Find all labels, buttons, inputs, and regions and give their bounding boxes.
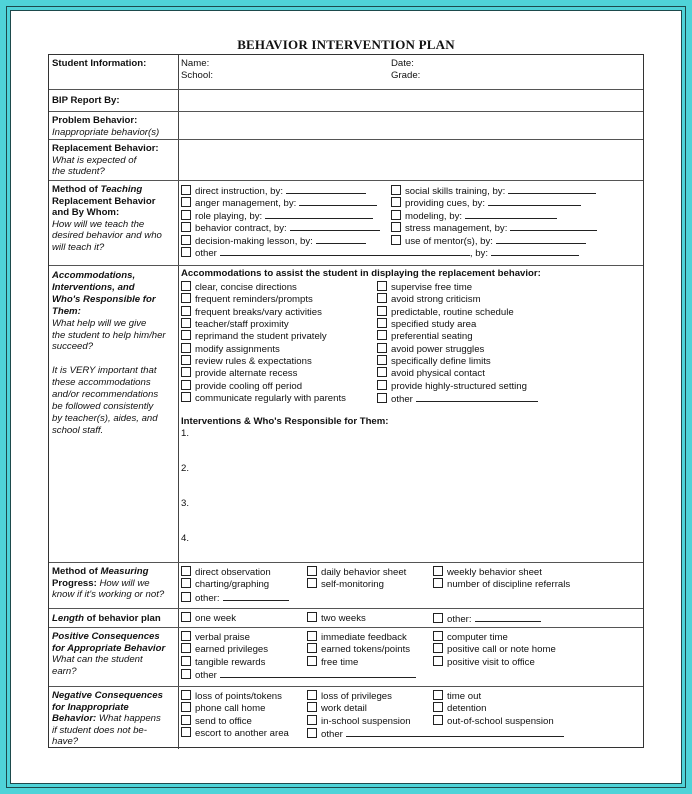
checkbox-icon[interactable] [181,197,191,207]
option-label: reprimand the student privately [195,331,327,343]
option-label: work detail [321,703,367,715]
date-field[interactable]: Date: [391,58,414,69]
option-label: supervise free time [391,282,473,293]
blank-line[interactable] [346,727,564,737]
option-label: number of discipline referrals [447,579,571,591]
label-method-of: Method of [52,184,101,195]
label-method-of: Method of [52,566,101,577]
checkbox-icon[interactable] [433,566,443,576]
checkbox-icon[interactable] [181,715,191,725]
intervention-number: 4. [181,533,190,544]
checkbox-icon[interactable] [391,222,401,232]
checkbox-icon[interactable] [181,343,191,353]
checkbox-option[interactable] [433,702,486,715]
checkbox-icon[interactable] [391,185,401,195]
checkbox-icon[interactable] [377,393,387,403]
checkbox-option[interactable] [181,566,271,579]
checkbox-icon[interactable] [377,306,387,316]
option-label: predictable, routine schedule [391,306,514,318]
checkbox-icon[interactable] [433,715,443,725]
checkbox-icon[interactable] [391,235,401,245]
checkbox-option[interactable] [433,631,508,644]
checkbox-icon[interactable] [391,197,401,207]
blank-line[interactable] [299,196,377,206]
blank-line[interactable] [265,209,373,219]
option-label: positive visit to office [447,656,535,668]
page-title: BEHAVIOR INTERVENTION PLAN [237,37,455,52]
checkbox-icon[interactable] [181,592,191,602]
option-label: other: [195,592,220,604]
checkbox-icon[interactable] [433,578,443,588]
blank-line[interactable] [220,668,416,678]
option-label: free time [321,656,359,668]
option-label: use of mentor(s), by: [405,235,493,247]
option-label: provide cooling off period [195,380,303,392]
option-label: communicate regularly with parents [195,393,346,405]
checkbox-option[interactable] [433,566,542,579]
checkbox-icon[interactable] [307,578,317,588]
checkbox-icon[interactable] [307,612,317,622]
blank-line[interactable] [220,246,470,256]
checkbox-option[interactable] [433,578,570,591]
option-label: providing cues, by: [405,198,485,210]
option-label: weekly behavior sheet [447,567,542,578]
option-label: time out [447,691,482,702]
school-field[interactable]: School: [181,70,213,81]
measuring-hint: know if it's working or not? [52,589,165,601]
checkbox-option[interactable] [433,643,556,656]
accommodations-note: be followed consistently [52,401,154,413]
row-positive-consequences [49,628,643,687]
checkbox-icon[interactable] [181,631,191,641]
option-label: earned privileges [195,644,269,656]
positive-hint: What can the student [52,654,143,666]
checkbox-icon[interactable] [181,210,191,220]
label-by-whom: and By Whom: [52,207,120,219]
option-label: behavior contract, by: [195,223,287,235]
checkbox-option[interactable] [307,690,392,703]
label-behavior-plan: of behavior plan [83,613,161,624]
row-negative-consequences [49,687,643,749]
option-label: direct instruction, by: [195,186,283,197]
checkbox-icon[interactable] [181,318,191,328]
checkbox-icon[interactable] [181,367,191,377]
checkbox-icon[interactable] [181,727,191,737]
checkbox-icon[interactable] [307,643,317,653]
option-label: computer time [447,632,508,643]
replacement-behavior-field[interactable] [179,140,643,180]
checkbox-option[interactable] [433,690,481,703]
option-label: direct observation [195,567,271,578]
label-length: Length [52,613,84,624]
interventions-heading: Interventions & Who's Responsible for Them: [181,416,389,427]
option-label: avoid power struggles [391,343,485,355]
blank-line[interactable] [286,184,366,194]
option-label: avoid strong criticism [391,294,481,306]
checkbox-icon[interactable] [433,613,443,623]
checkbox-icon[interactable] [181,281,191,291]
problem-behavior-hint: Inappropriate behavior(s) [52,126,160,138]
option-label: immediate feedback [321,632,407,643]
checkbox-icon[interactable] [377,380,387,390]
option-label: positive call or note home [447,644,556,656]
option-label: stress management, by: [405,223,508,235]
label-bip-report: BIP Report By: [49,90,179,111]
blank-line[interactable] [290,221,380,231]
checkbox-option[interactable] [181,702,265,715]
option-label: detention [447,703,487,715]
checkbox-icon[interactable] [181,380,191,390]
option-label: provide highly-structured setting [391,380,527,392]
teaching-hint: will teach it? [52,241,105,253]
checkbox-icon[interactable] [181,306,191,316]
checkbox-icon[interactable] [181,669,191,679]
option-label: two weeks [321,613,366,624]
checkbox-option[interactable] [181,578,269,591]
checkbox-icon[interactable] [181,566,191,576]
checkbox-option[interactable] [181,591,289,605]
option-label: loss of privileges [321,691,392,702]
label-positive: Positive Consequences [52,631,160,642]
option-label: specified study area [391,319,477,331]
row-student-information [49,55,643,90]
spacer [52,353,175,365]
label-negative: Negative Consequences [52,690,163,701]
checkbox-icon[interactable] [307,566,317,576]
checkbox-icon[interactable] [307,631,317,641]
intervention-number: 2. [181,463,190,474]
checkbox-icon[interactable] [181,247,191,257]
label-student-information: Student Information: [49,55,179,89]
option-label: in-school suspension [321,715,411,727]
blank-line[interactable] [488,196,581,206]
option-label: modeling, by: [405,210,463,222]
option-label: loss of points/tokens [195,691,282,702]
row-length [49,609,643,628]
checkbox-icon[interactable] [307,702,317,712]
option-label: review rules & expectations [195,356,312,368]
checkbox-icon[interactable] [181,222,191,232]
bip-form-table [48,54,644,748]
label-replacement-behavior: Replacement Behavior: [52,143,159,154]
measuring-hint: How will we [99,577,150,589]
option-label: phone call home [195,703,266,715]
checkbox-icon[interactable] [181,578,191,588]
option-label: preferential seating [391,331,473,343]
label-teaching: Teaching [100,184,143,195]
negative-hint: What happens [98,713,161,725]
blank-line[interactable] [510,221,597,231]
accommodations-label: Who's Responsible for [52,293,156,305]
accommodations-label: Them: [52,305,81,317]
checkbox-icon[interactable] [181,656,191,666]
blank-line[interactable] [223,591,289,601]
checkbox-icon[interactable] [377,318,387,328]
negative-hint: if student does not be- [52,724,147,736]
teaching-hint: desired behavior and who [52,230,162,242]
checkbox-icon[interactable] [307,656,317,666]
checkbox-icon[interactable] [377,330,387,340]
option-label: escort to another area [195,728,289,740]
checkbox-option[interactable] [181,392,346,405]
option-label: provide alternate recess [195,368,298,380]
option-label: verbal praise [195,632,250,643]
option-label: other: [447,614,472,625]
accommodations-heading: Accommodations to assist the student in displaying the replacement behavior: [181,268,541,279]
checkbox-option[interactable] [307,727,564,741]
accommodations-note: by teacher(s), aides, and [52,412,158,424]
by-label: , by: [469,248,489,259]
accommodations-label: Interventions, and [52,281,135,293]
checkbox-option[interactable] [307,656,358,669]
label-positive: for Appropriate Behavior [52,642,166,654]
label-negative: for Inappropriate [52,701,129,713]
checkbox-icon[interactable] [181,702,191,712]
accommodations-note: It is VERY important that [52,365,157,377]
checkbox-option[interactable] [181,656,265,669]
option-label: frequent reminders/prompts [195,294,313,306]
checkbox-option[interactable] [181,668,416,682]
checkbox-icon[interactable] [307,728,317,738]
accommodations-note: these accommodations [52,377,151,389]
option-label: other [195,248,217,259]
negative-hint: have? [52,736,79,748]
blank-line[interactable] [416,392,538,402]
row-replacement-behavior [49,140,643,181]
checkbox-option[interactable] [307,612,366,625]
checkbox-icon[interactable] [377,293,387,303]
intervention-number: 3. [181,498,190,509]
label-progress: Progress: [52,577,100,589]
option-label: specifically define limits [391,356,491,368]
replacement-hint: What is expected of [52,154,137,166]
checkbox-option[interactable] [433,612,541,626]
intervention-number: 1. [181,428,190,439]
option-label: frequent breaks/vary activities [195,306,322,318]
row-accommodations [49,266,643,563]
checkbox-option[interactable] [181,715,252,728]
checkbox-icon[interactable] [377,343,387,353]
option-label: earned tokens/points [321,644,411,656]
checkbox-icon[interactable] [181,690,191,700]
checkbox-option[interactable] [307,643,410,656]
checkbox-icon[interactable] [433,690,443,700]
option-label: decision-making lesson, by: [195,235,313,247]
blank-line[interactable] [496,234,586,244]
option-label: anger management, by: [195,198,297,210]
checkbox-icon[interactable] [377,355,387,365]
option-label: other [195,670,217,682]
option-label: avoid physical contact [391,368,485,380]
option-label: self-monitoring [321,579,384,591]
option-label: role playing, by: [195,210,263,222]
checkbox-option[interactable] [307,578,384,591]
checkbox-icon[interactable] [433,702,443,712]
blank-line[interactable] [491,246,579,256]
checkbox-icon[interactable] [377,281,387,291]
option-label: other [391,394,413,406]
accommodations-hint: the student to help him/her [52,329,166,341]
checkbox-option[interactable] [433,715,554,728]
option-label: teacher/staff proximity [195,319,289,331]
label-replacement: Replacement Behavior [52,195,156,207]
replacement-hint: the student? [52,166,105,178]
checkbox-option[interactable] [307,566,406,579]
row-problem-behavior [49,112,643,140]
checkbox-option[interactable] [181,631,250,644]
accommodations-hint: succeed? [52,341,94,353]
label-measuring: Measuring [100,566,149,577]
checkbox-option[interactable] [181,690,282,703]
checkbox-option[interactable] [377,392,538,406]
checkbox-icon[interactable] [181,293,191,303]
grade-field[interactable]: Grade: [391,70,421,81]
option-label: send to office [195,715,252,727]
option-label: out-of-school suspension [447,715,554,727]
row-teaching-method [49,181,643,266]
option-label: charting/graphing [195,579,270,591]
checkbox-icon[interactable] [433,656,443,666]
checkbox-option[interactable] [181,612,236,625]
checkbox-icon[interactable] [181,392,191,402]
checkbox-option[interactable] [307,702,367,715]
checkbox-icon[interactable] [181,612,191,622]
option-label: other [321,729,343,741]
checkbox-icon[interactable] [181,643,191,653]
option-label: social skills training, by: [405,186,506,197]
label-behavior: Behavior: [52,713,99,725]
teaching-hint: How will we teach the [52,218,145,230]
label-problem-behavior: Problem Behavior: [52,115,138,126]
checkbox-icon[interactable] [307,715,317,725]
checkbox-icon[interactable] [391,210,401,220]
row-measuring-progress [49,563,643,609]
option-label: clear, concise directions [195,282,297,293]
positive-hint: earn? [52,665,77,677]
checkbox-icon[interactable] [433,631,443,641]
checkbox-icon[interactable] [377,367,387,377]
blank-line[interactable] [475,612,541,622]
option-label: daily behavior sheet [321,567,407,578]
name-field[interactable]: Name: [181,58,210,69]
accommodations-note: school staff. [52,424,104,436]
accommodations-hint: What help will we give [52,317,147,329]
option-label: tangible rewards [195,656,266,668]
checkbox-icon[interactable] [181,235,191,245]
option-label: one week [195,613,237,624]
blank-line[interactable] [508,184,596,194]
checkbox-option[interactable] [307,631,407,644]
row-bip-report [49,90,643,112]
checkbox-icon[interactable] [181,330,191,340]
checkbox-icon[interactable] [307,690,317,700]
accommodations-note: and/or recommendations [52,389,159,401]
checkbox-option[interactable] [307,715,411,728]
blank-line[interactable] [465,209,557,219]
checkbox-icon[interactable] [181,355,191,365]
checkbox-option[interactable] [181,246,579,260]
option-label: modify assignments [195,343,280,355]
problem-behavior-field[interactable] [179,112,643,139]
checkbox-icon[interactable] [433,643,443,653]
checkbox-option[interactable] [181,643,268,656]
blank-line[interactable] [316,234,366,244]
accommodations-label: Accommodations, [52,270,136,281]
checkbox-option[interactable] [433,656,535,669]
bip-report-field[interactable] [179,90,643,111]
checkbox-icon[interactable] [181,185,191,195]
checkbox-option[interactable] [181,727,289,740]
